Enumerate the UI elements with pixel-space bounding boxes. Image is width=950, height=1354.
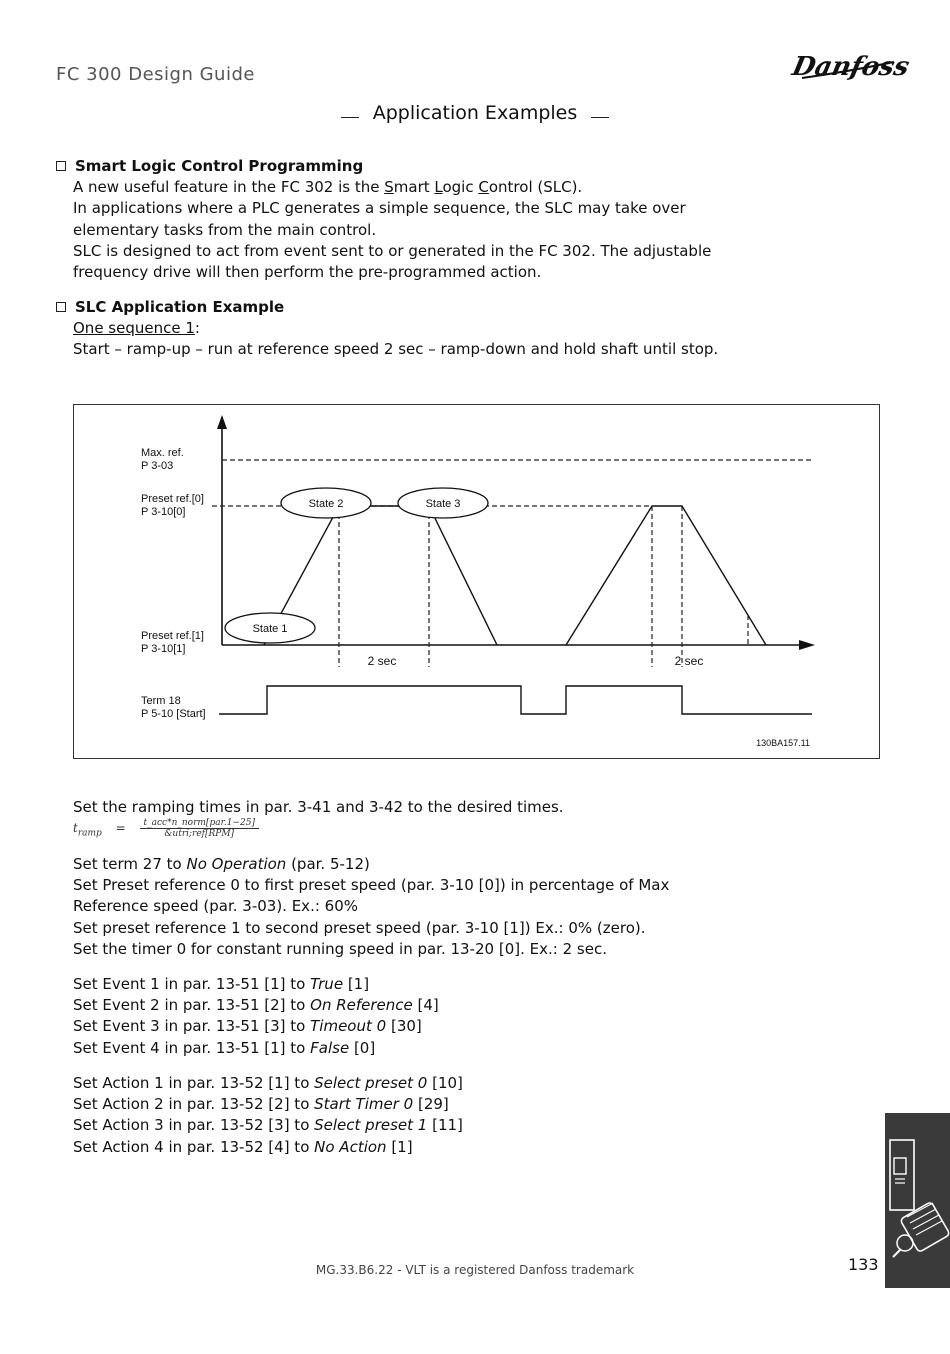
- preset0-param: P 3-10[0]: [141, 506, 186, 518]
- slc-example-section: [73, 297, 873, 361]
- smart-logic-line-3: elementary tasks from the main control.: [73, 220, 377, 239]
- state-1-label: State 1: [252, 623, 288, 635]
- slc-example-subheading: One sequence 1:: [73, 319, 200, 338]
- ramp-formula: [73, 818, 259, 839]
- smart-logic-section: [73, 156, 873, 283]
- slc-example-heading: SLC Application Example: [73, 297, 873, 318]
- actions-block: [73, 1073, 873, 1158]
- preset1-label: Preset ref.[1]: [141, 630, 204, 642]
- drive-motor-icon: [885, 1113, 950, 1288]
- preset1-param: P 3-10[1]: [141, 643, 186, 655]
- preset0-label: Preset ref.[0]: [141, 493, 204, 505]
- formula-lhs-sub: ramp: [77, 828, 102, 839]
- section-title-text: Application Examples: [372, 102, 578, 124]
- set-term-line: Set term 27 to No Operation (par. 5-12): [73, 855, 370, 873]
- title-dash-right: [591, 117, 609, 118]
- event-line: Set Event 3 in par. 13-51 [3] to Timeout 0 [30]: [73, 1017, 422, 1036]
- smart-logic-heading: [73, 156, 873, 177]
- square-bullet-icon: [56, 302, 66, 312]
- figure-id: 130BA157.11: [756, 738, 810, 748]
- max-ref-label: Max. ref.: [141, 447, 184, 459]
- chapter-side-tab: [885, 1113, 950, 1288]
- event-line: Set Event 2 in par. 13-51 [2] to On Reference [4]: [73, 996, 439, 1015]
- action-line: Set Action 2 in par. 13-52 [2] to Start Timer 0 [29]: [73, 1095, 449, 1114]
- formula-numerator: t_acc*n_norm[par.1−25]: [140, 818, 259, 829]
- smart-logic-line-4: SLC is designed to act from event sent to or generated in the FC 302. The adjustable: [73, 241, 712, 260]
- settings-block: [73, 854, 873, 960]
- delay-1-label: 2 sec: [367, 654, 397, 668]
- preset0-line-1: Set Preset reference 0 to first preset speed (par. 3-10 [0]) in percentage of Max: [73, 876, 670, 895]
- smart-logic-heading-text: Smart Logic Control Programming: [75, 157, 364, 175]
- events-block: [73, 974, 873, 1059]
- square-bullet-icon: [56, 161, 66, 171]
- slc-example-line-1: Start – ramp-up – run at reference speed 2 sec – ramp-down and hold shaft until stop.: [73, 340, 719, 359]
- formula-denominator: &utri;ref[RPM]: [164, 829, 235, 839]
- action-line: Set Action 4 in par. 13-52 [4] to No Action [1]: [73, 1137, 413, 1156]
- state-3-label: State 3: [425, 498, 461, 510]
- action-line: Set Action 1 in par. 13-52 [1] to Select preset 0 [10]: [73, 1074, 463, 1092]
- section-title: [0, 102, 950, 124]
- preset1-line: Set preset reference 1 to second preset speed (par. 3-10 [1]) Ex.: 0% (zero).: [73, 918, 646, 937]
- timing-diagram-svg: [74, 405, 879, 758]
- page-number: 133: [848, 1255, 879, 1274]
- smart-logic-line-1: A new useful feature in the FC 302 is the Smart Logic Control (SLC).: [73, 178, 583, 197]
- danfoss-logo-text: Danfoss: [789, 51, 913, 82]
- formula-fraction: [140, 818, 259, 839]
- slc-timing-diagram: [73, 404, 880, 759]
- ramp-line: Set the ramping times in par. 3-41 and 3-42 to the desired times.: [73, 798, 564, 816]
- delay-2-label: 2 sec: [674, 654, 704, 668]
- state-2-label: State 2: [308, 498, 344, 510]
- title-dash-left: [341, 117, 359, 118]
- formula-lhs: t: [73, 821, 78, 835]
- action-line: Set Action 3 in par. 13-52 [3] to Select preset 1 [11]: [73, 1116, 463, 1135]
- event-line: Set Event 1 in par. 13-51 [1] to True [1]: [73, 975, 370, 993]
- footer-text: MG.33.B6.22 - VLT is a registered Danfoss trademark: [315, 1263, 635, 1277]
- term-label: Term 18: [141, 695, 181, 707]
- timer-line: Set the timer 0 for constant running speed in par. 13-20 [0]. Ex.: 2 sec.: [73, 939, 607, 958]
- event-line: Set Event 4 in par. 13-51 [1] to False [0]: [73, 1038, 376, 1057]
- danfoss-logo: [789, 42, 913, 86]
- max-ref-param: P 3-03: [141, 460, 174, 472]
- formula-eq: =: [115, 821, 126, 835]
- document-title: FC 300 Design Guide: [56, 64, 255, 85]
- preset0-line-2: Reference speed (par. 3-03). Ex.: 60%: [73, 897, 358, 916]
- term-param: P 5-10 [Start]: [141, 708, 206, 720]
- smart-logic-line-5: frequency drive will then perform the pre-programmed action.: [73, 263, 542, 282]
- smart-logic-line-2: In applications where a PLC generates a simple sequence, the SLC may take over: [73, 199, 686, 218]
